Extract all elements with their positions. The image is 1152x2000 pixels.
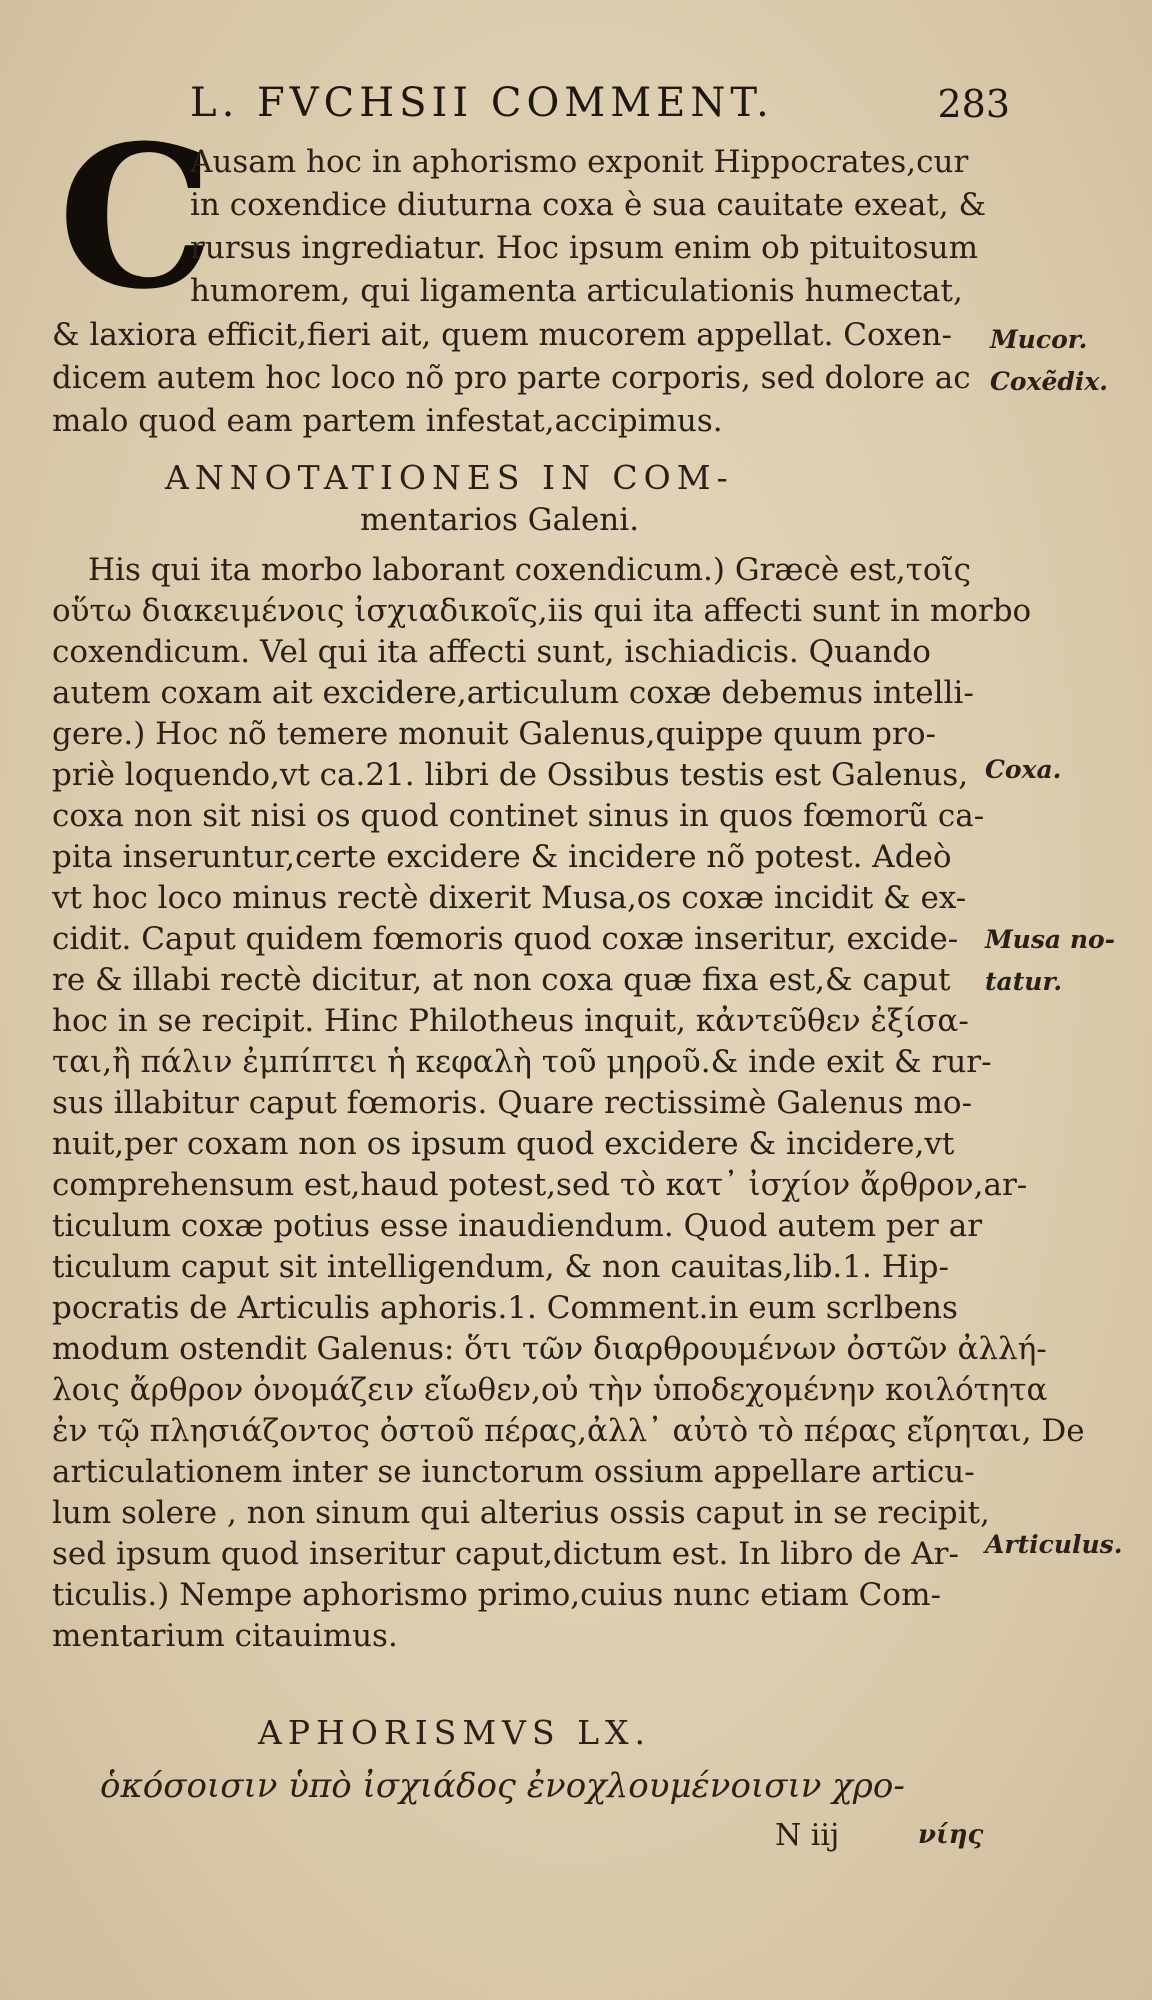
annotation-line: autem coxam ait excidere,articulum coxæ debemus intelli- bbox=[52, 675, 974, 711]
annotation-line: ticulum caput sit intelligendum, & non cauitas,lib.1. Hip- bbox=[52, 1249, 949, 1285]
annotations-subheading: mentarios Galeni. bbox=[360, 502, 640, 538]
annotation-line: cidit. Caput quidem fœmoris quod coxæ inseritur, excide- bbox=[52, 921, 959, 957]
annotation-line: articulationem inter se iunctorum ossium appellare articu- bbox=[52, 1454, 975, 1490]
annotation-line: coxa non sit nisi os quod continet sinus in quos fœmorũ ca- bbox=[52, 798, 985, 834]
annotation-line: λοις ἄρθρον ὀνομάζειν εἴωθεν,οὐ τὴν ὑποδεχομένην κοιλότητα bbox=[52, 1372, 1048, 1408]
annotation-line: οὕτω διακειμένοις ἰσχιαδικοῖς,iis qui ita affecti sunt in morbo bbox=[52, 593, 1032, 629]
annotation-line: hoc in se recipit. Hinc Philotheus inquit, κἀντεῦθεν ἐξίσα- bbox=[52, 1003, 969, 1039]
catchword: νίης bbox=[918, 1820, 984, 1850]
page-number: 283 bbox=[937, 82, 1010, 126]
annotation-line: nuit,per coxam non os ipsum quod excidere & incidere,vt bbox=[52, 1126, 955, 1162]
annotation-line: re & illabi rectè dicitur, at non coxa quæ fixa est,& caput bbox=[52, 962, 951, 998]
annotation-line: sus illabitur caput fœmoris. Quare rectissimè Galenus mo- bbox=[52, 1085, 973, 1121]
commentary-line: dicem autem hoc loco nõ pro parte corporis, sed dolore ac bbox=[52, 360, 971, 396]
margin-note: Articulus. bbox=[985, 1530, 1123, 1559]
running-title: L. FVCHSII COMMENT. bbox=[190, 80, 774, 126]
signature-mark: N iij bbox=[775, 1818, 840, 1853]
commentary-line: humorem, qui ligamenta articulationis humectat, bbox=[190, 273, 963, 309]
margin-note: Mucor. bbox=[990, 325, 1088, 354]
annotation-line: ἐν τῷ πλησιάζοντος ὀστοῦ πέρας,ἀλλ᾽ αὐτὸ τὸ πέρας εἴρηται, De bbox=[52, 1413, 1085, 1449]
annotation-line: gere.) Hoc nõ temere monuit Galenus,quippe quum pro- bbox=[52, 716, 936, 752]
annotation-line: His qui ita morbo laborant coxendicum.) Græcè est,τοῖς bbox=[88, 552, 972, 588]
annotation-line: modum ostendit Galenus: ὅτι τῶν διαρθρουμένων ὀστῶν ἀλλή- bbox=[52, 1331, 1047, 1367]
annotation-line: ticulis.) Nempe aphorismo primo,cuius nunc etiam Com- bbox=[52, 1577, 941, 1613]
annotation-line: pocratis de Articulis aphoris.1. Comment.in eum scrlbens bbox=[52, 1290, 958, 1326]
commentary-line: Ausam hoc in aphorismo exponit Hippocrates,cur bbox=[190, 144, 969, 180]
annotation-line: ticulum coxæ potius esse inaudiendum. Quod autem per ar bbox=[52, 1208, 983, 1244]
annotation-line: comprehensum est,haud potest,sed τὸ κατ᾽ ἰσχίον ἄρθρον,ar- bbox=[52, 1167, 1028, 1203]
page-header bbox=[190, 80, 1010, 140]
annotation-line: pita inseruntur,certe excidere & incidere nõ potest. Adeò bbox=[52, 839, 952, 875]
annotation-line: vt hoc loco minus rectè dixerit Musa,os coxæ incidit & ex- bbox=[52, 880, 967, 916]
annotation-line: sed ipsum quod inseritur caput,dictum est. In libro de Ar- bbox=[52, 1536, 959, 1572]
margin-note: Coxa. bbox=[985, 755, 1062, 784]
commentary-line: & laxiora efficit,fieri ait, quem mucorem appellat. Coxen- bbox=[52, 317, 952, 353]
annotation-line: ται,ἢ πάλιν ἐμπίπτει ἡ κεφαλὴ τοῦ μηροῦ.& inde exit & rur- bbox=[52, 1044, 992, 1080]
annotation-line: lum solere , non sinum qui alterius ossis caput in se recipit, bbox=[52, 1495, 990, 1531]
margin-note: tatur. bbox=[985, 967, 1063, 996]
annotation-line: mentarium citauimus. bbox=[52, 1618, 398, 1654]
margin-note: Coxẽdix. bbox=[990, 367, 1108, 396]
drop-cap-initial: C bbox=[58, 103, 214, 333]
aphorism-greek-text: ὁκόσοισιν ὑπὸ ἰσχιάδος ἐνοχλουμένοισιν χρο- bbox=[100, 1766, 905, 1806]
commentary-line: rursus ingrediatur. Hoc ipsum enim ob pituitosum bbox=[190, 230, 979, 266]
margin-note: Musa no- bbox=[985, 925, 1116, 954]
annotation-line: priè loquendo,vt ca.21. libri de Ossibus testis est Galenus, bbox=[52, 757, 969, 793]
annotation-line: coxendicum. Vel qui ita affecti sunt, ischiadicis. Quando bbox=[52, 634, 931, 670]
commentary-line: malo quod eam partem infestat,accipimus. bbox=[52, 403, 723, 439]
aphorism-heading: APHORISMVS LX. bbox=[258, 1713, 651, 1752]
commentary-line: in coxendice diuturna coxa è sua cauitate exeat, & bbox=[190, 187, 987, 223]
annotations-heading: ANNOTATIONES IN COM- bbox=[165, 458, 734, 497]
